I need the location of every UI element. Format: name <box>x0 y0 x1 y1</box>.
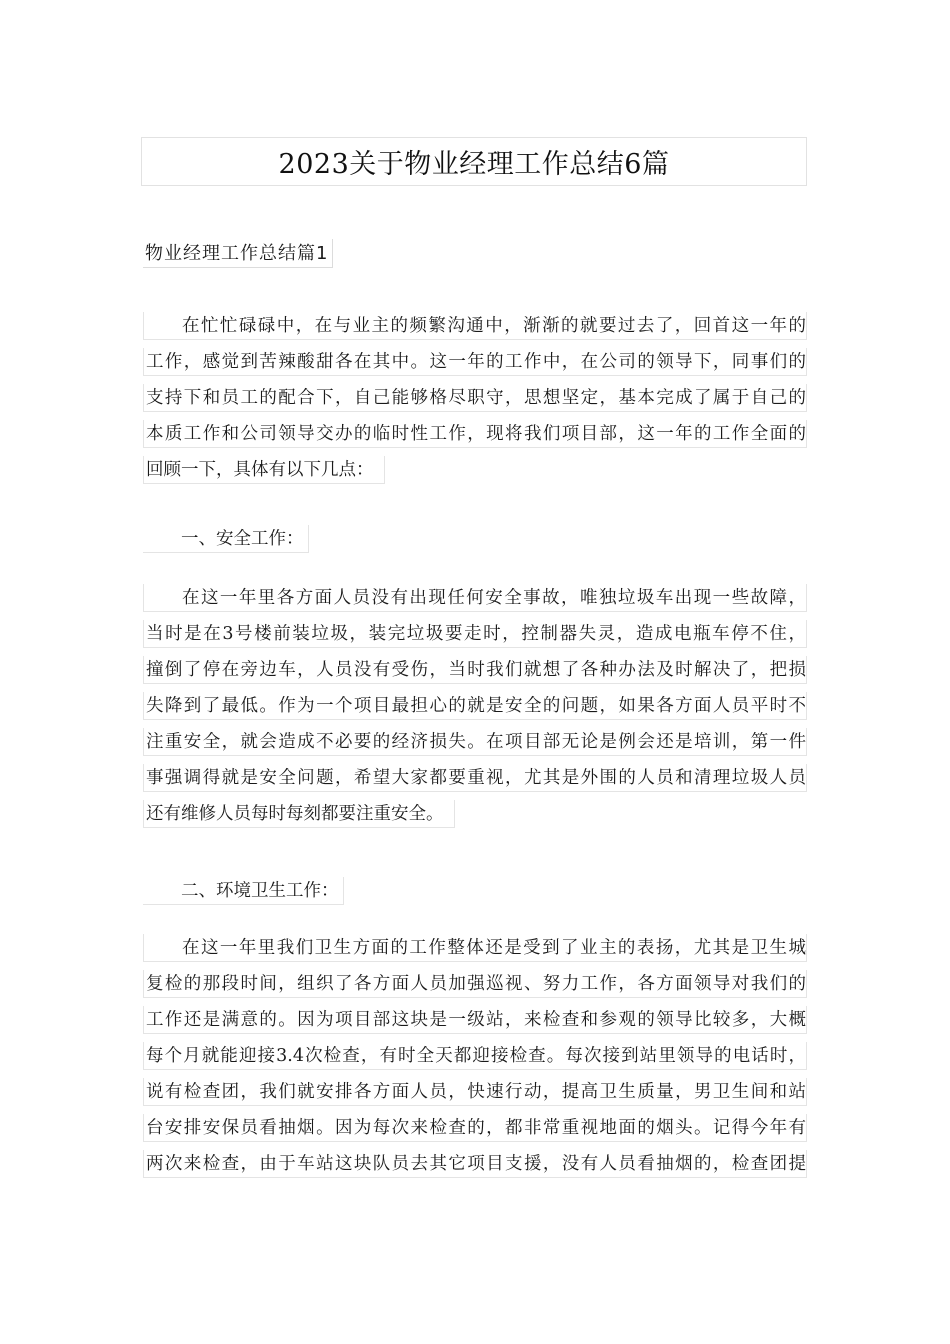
text-line: 两次来检查，由于车站这块队员去其它项目支援，没有人员看抽烟的，检查团提 <box>143 1150 807 1178</box>
text-line: 事强调得就是安全问题，希望大家都要重视，尤其是外围的人员和清理垃圾人员 <box>143 764 807 792</box>
text-line: 还有维修人员每时每刻都要注重安全。 <box>143 800 455 828</box>
text-line: 台安排安保员看抽烟。因为每次来检查的，都非常重视地面的烟头。记得今年有 <box>143 1114 807 1142</box>
text-line: 支持下和员工的配合下，自己能够格尽职守，思想坚定，基本完成了属于自己的 <box>143 384 807 412</box>
intro-paragraph <box>143 312 807 496</box>
text-line: 在忙忙碌碌中，在与业主的频繁沟通中，渐渐的就要过去了，回首这一年的 <box>143 312 807 340</box>
environment-paragraph <box>143 934 807 1186</box>
text-line: 失降到了最低。作为一个项目最担心的就是安全的问题，如果各方面人员平时不 <box>143 692 807 720</box>
environment-heading: 二、环境卫生工作： <box>143 877 344 905</box>
text-line: 工作，感觉到苦辣酸甜各在其中。这一年的工作中，在公司的领导下，同事们的 <box>143 348 807 376</box>
safety-heading: 一、安全工作： <box>143 525 309 553</box>
document-title: 2023关于物业经理工作总结6篇 <box>141 137 807 186</box>
text-line: 每个月就能迎接3.4次检查，有时全天都迎接检查。每次接到站里领导的电话时， <box>143 1042 807 1070</box>
text-line: 在这一年里各方面人员没有出现任何安全事故，唯独垃圾车出现一些故障， <box>143 584 807 612</box>
text-line: 注重安全，就会造成不必要的经济损失。在项目部无论是例会还是培训，第一件 <box>143 728 807 756</box>
text-line: 撞倒了停在旁边车，人员没有受伤，当时我们就想了各种办法及时解决了，把损 <box>143 656 807 684</box>
text-line: 本质工作和公司领导交办的临时性工作，现将我们项目部，这一年的工作全面的 <box>143 420 807 448</box>
text-line: 在这一年里我们卫生方面的工作整体还是受到了业主的表扬，尤其是卫生城 <box>143 934 807 962</box>
text-line: 回顾一下，具体有以下几点： <box>143 456 385 484</box>
text-line: 说有检查团，我们就安排各方面人员，快速行动，提高卫生质量，男卫生间和站 <box>143 1078 807 1106</box>
text-line: 复检的那段时间，组织了各方面人员加强巡视、努力工作，各方面领导对我们的 <box>143 970 807 998</box>
safety-paragraph <box>143 584 807 840</box>
section-heading: 物业经理工作总结篇1 <box>143 239 333 268</box>
text-line: 当时是在3号楼前装垃圾，装完垃圾要走时，控制器失灵，造成电瓶车停不住， <box>143 620 807 648</box>
text-line: 工作还是满意的。因为项目部这块是一级站，来检查和参观的领导比较多，大概 <box>143 1006 807 1034</box>
